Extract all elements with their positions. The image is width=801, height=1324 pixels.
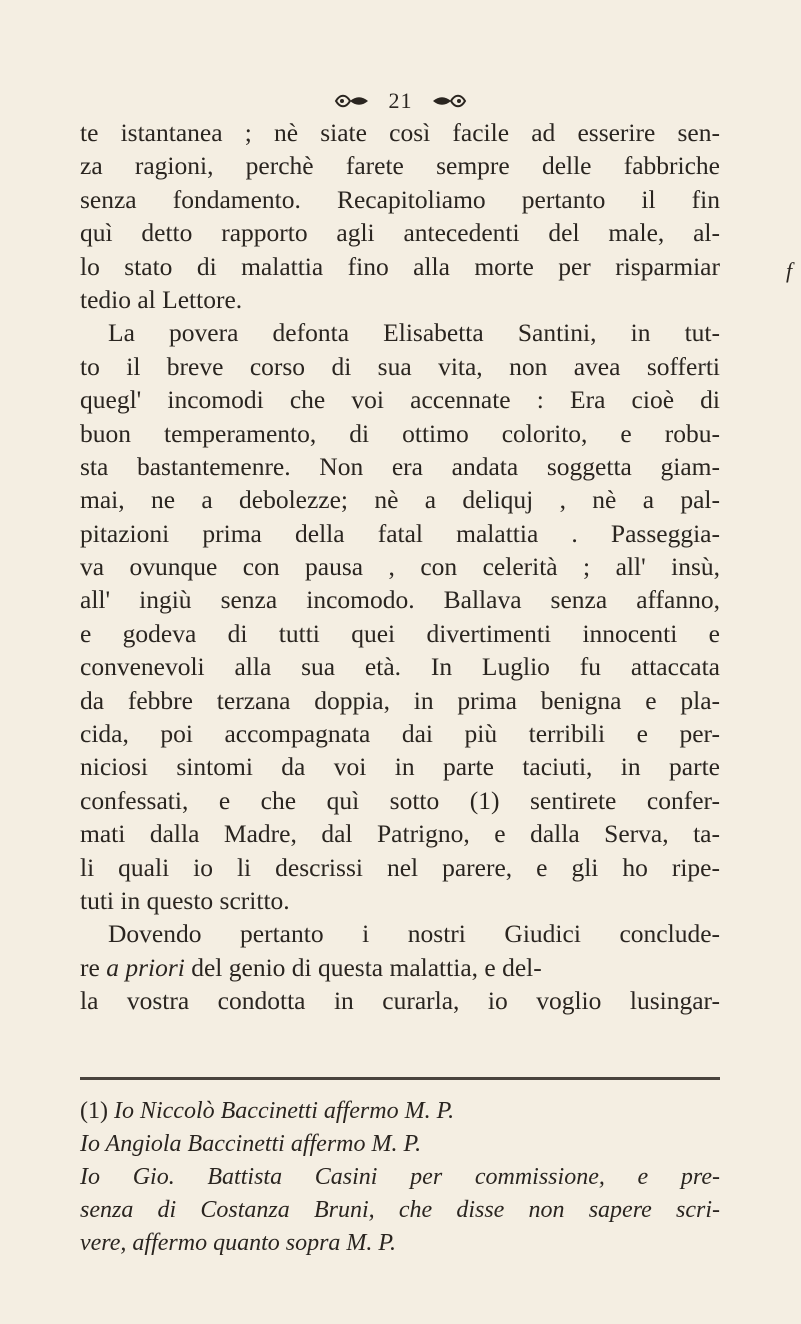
text-line: to il breve corso di sua vita, non avea sofferti: [80, 351, 720, 381]
text-line: quegl' incomodi che voi accennate : Era cioè di: [80, 385, 720, 415]
text-line: quì detto rapporto agli antecedenti del male, al-: [80, 218, 720, 248]
running-header: [0, 86, 801, 114]
text-line-mixed: [80, 951, 720, 984]
text-line: tedio al Lettore.: [80, 284, 243, 314]
text-line: senza fondamento. Recapitoliamo pertanto il fin: [80, 184, 720, 214]
text-line: confessati, e che quì sotto (1) sentirete confer-: [80, 785, 720, 815]
text-line: tuti in questo scritto.: [80, 885, 290, 915]
margin-mark: f: [786, 258, 793, 283]
text-line: mati dalla Madre, dal Patrigno, e dalla Serva, ta-: [80, 819, 720, 849]
left-ornament-icon: [332, 92, 372, 110]
footnote-line: Io Angiola Baccinetti affermo M. P.: [80, 1131, 422, 1157]
text-line: za ragioni, perchè farete sempre delle fabbriche: [80, 151, 720, 181]
text-line: e godeva di tutti quei divertimenti innocenti e: [80, 618, 720, 648]
footnote-line: senza di Costanza Bruni, che disse non sapere scri-: [80, 1197, 720, 1223]
text-line: all' ingiù senza incomodo. Ballava senza affanno,: [80, 585, 720, 615]
text-fragment: del genio di questa malattia, e del-: [191, 952, 542, 982]
text-line: da febbre terzana doppia, in prima benigna e pla-: [80, 685, 720, 715]
text-line: convenevoli alla sua età. In Luglio fu attaccata: [80, 652, 720, 682]
text-line: la vostra condotta in curarla, io voglio lusingar-: [80, 986, 720, 1016]
text-line: sta bastantemenre. Non era andata soggetta giam-: [80, 451, 720, 481]
text-line: te istantanea ; nè siate così facile ad esserire sen-: [80, 118, 720, 147]
footnote-text: Io Niccolò Baccinetti affermo M. P.: [113, 1098, 455, 1124]
text-line: mai, ne a debolezze; nè a deliquj , nè a pal-: [80, 485, 720, 515]
footnote-line: Io Gio. Battista Casini per commissione, e pre-: [80, 1164, 720, 1190]
text-line: buon temperamento, di ottimo colorito, e robu-: [80, 418, 720, 448]
right-ornament-icon: [429, 92, 469, 110]
footnote-marker: (1): [80, 1098, 108, 1124]
text-line: cida, poi accompagnata dai più terribili e per-: [80, 719, 720, 749]
text-line: li quali io li descrissi nel parere, e gli ho ripe-: [80, 852, 720, 882]
footnotes: [80, 1095, 720, 1260]
text-fragment: re: [80, 952, 100, 982]
footnote-line: vere, affermo quanto sopra M. P.: [80, 1230, 396, 1256]
page-number: 21: [388, 87, 413, 113]
text-line: va ovunque con pausa , con celerità ; all' insù,: [80, 552, 720, 582]
text-line: pitazioni prima della fatal malattia . Passeggia-: [80, 518, 720, 548]
footnote-rule: [80, 1077, 720, 1080]
text-line: La povera defonta Elisabetta Santini, in tut-: [108, 318, 720, 348]
italic-phrase: a priori: [106, 952, 185, 982]
footnote-line: [80, 1095, 720, 1128]
text-line: lo stato di malattia fino alla morte per risparmiar: [80, 251, 720, 281]
text-line: Dovendo pertanto i nostri Giudici conclude-: [108, 919, 720, 949]
text-line: niciosi sintomi da voi in parte taciuti, in parte: [80, 752, 720, 782]
main-text: [80, 116, 720, 1018]
